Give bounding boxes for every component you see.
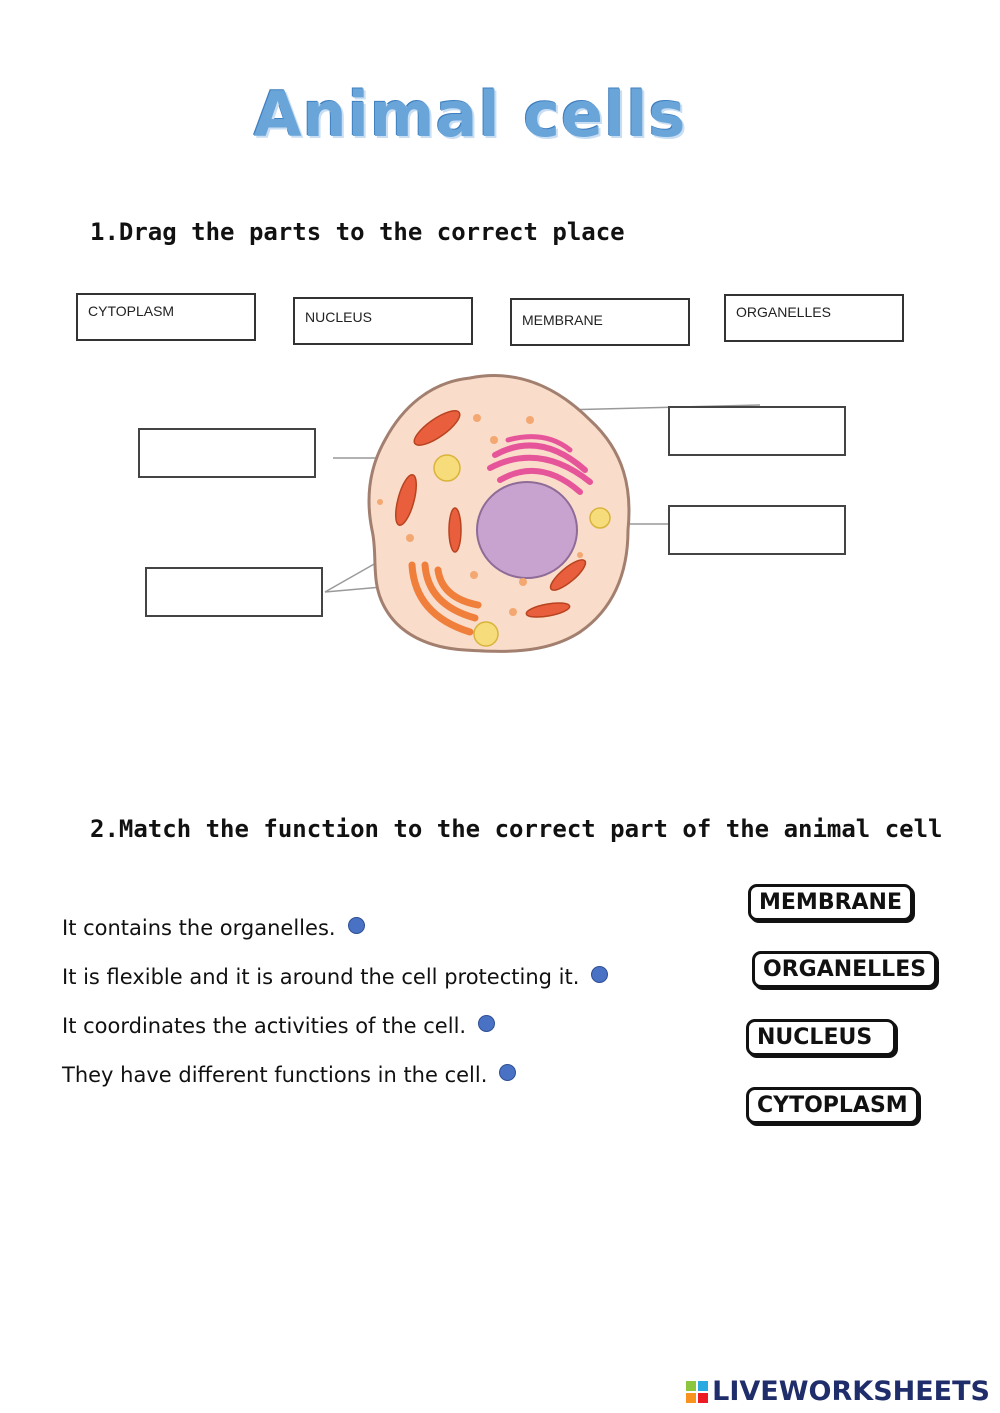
- match-sentence-4: [62, 1063, 516, 1087]
- match-label-organelles[interactable]: ORGANELLES: [752, 951, 937, 988]
- liveworksheets-logo-icon: [686, 1381, 708, 1403]
- match-sentence-4-text: They have different functions in the cell.: [62, 1063, 488, 1087]
- drop-target-2[interactable]: [145, 567, 323, 617]
- section-1-heading: 1.Drag the parts to the correct place: [90, 218, 625, 246]
- match-sentence-3-text: It coordinates the activities of the cell.: [62, 1014, 467, 1038]
- match-sentence-3: [62, 1014, 495, 1038]
- nucleus-shape: [477, 482, 577, 578]
- match-sentence-1-text: It contains the organelles.: [62, 916, 336, 940]
- section-2-heading: 2.Match the function to the correct part of the animal cell: [90, 815, 943, 843]
- drop-target-1[interactable]: [138, 428, 316, 478]
- drop-target-4[interactable]: [668, 505, 846, 555]
- match-label-nucleus[interactable]: NUCLEUS: [746, 1019, 896, 1056]
- word-bank-membrane[interactable]: MEMBRANE: [510, 298, 690, 346]
- match-label-membrane[interactable]: MEMBRANE: [748, 884, 913, 921]
- match-sentence-2-text: It is flexible and it is around the cell protecting it.: [62, 965, 580, 989]
- match-label-cytoplasm[interactable]: CYTOPLASM: [746, 1087, 919, 1124]
- match-sentence-2: [62, 965, 608, 989]
- match-dot-4[interactable]: [499, 1064, 516, 1081]
- word-bank-cytoplasm[interactable]: CYTOPLASM: [76, 293, 256, 341]
- match-dot-2[interactable]: [591, 966, 608, 983]
- drop-target-3[interactable]: [668, 406, 846, 456]
- match-sentence-1: [62, 916, 365, 940]
- liveworksheets-brand: [686, 1376, 990, 1407]
- word-bank-nucleus[interactable]: NUCLEUS: [293, 297, 473, 345]
- match-dot-3[interactable]: [478, 1015, 495, 1032]
- brand-name: LIVEWORKSHEETS: [712, 1376, 990, 1407]
- match-dot-1[interactable]: [348, 917, 365, 934]
- word-bank-organelles[interactable]: ORGANELLES: [724, 294, 904, 342]
- animal-cell-diagram: [0, 360, 1000, 670]
- page-title: Animal cells: [253, 78, 687, 151]
